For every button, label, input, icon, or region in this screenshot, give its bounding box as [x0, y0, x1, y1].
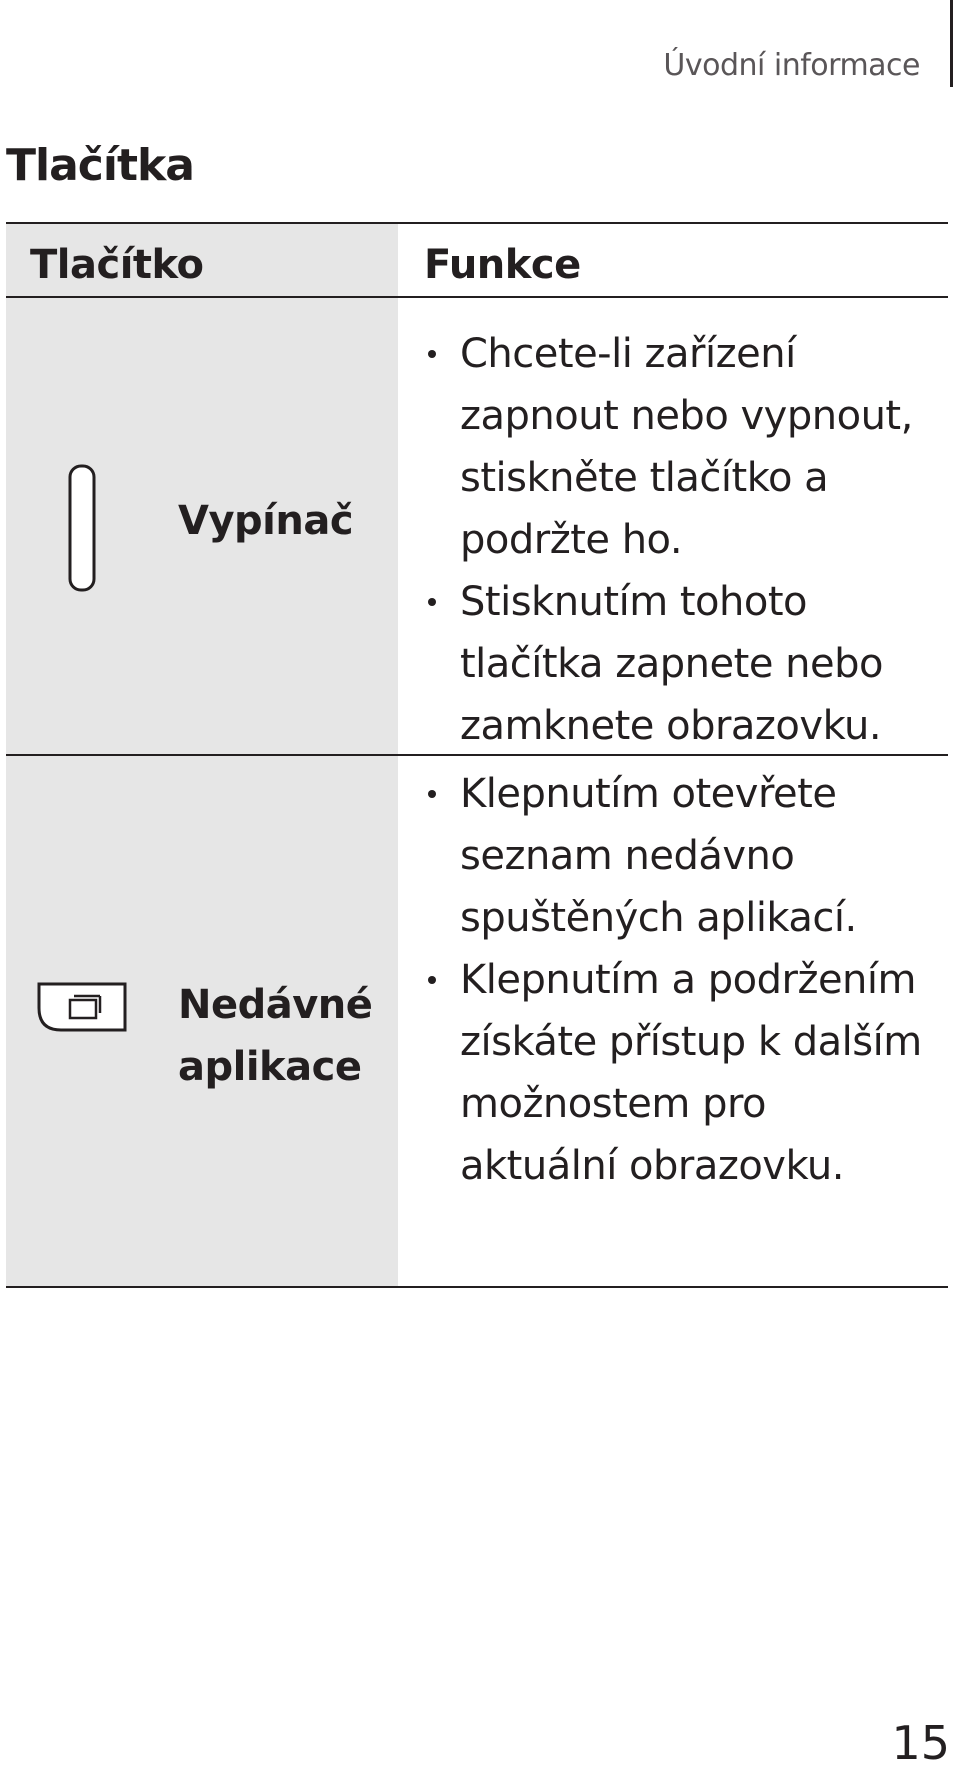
function-list-recent-apps	[414, 763, 934, 1197]
function-text: Klepnutím otevřete seznam nedávno spuštěných aplikací.	[460, 771, 857, 941]
column-header-button: Tlačítko	[30, 242, 204, 288]
function-list-power	[414, 323, 934, 757]
list-item	[414, 949, 934, 1197]
function-text: Klepnutím a podržením získáte přístup k dalším možnostem pro aktuální obrazovku.	[460, 957, 922, 1189]
power-key-shape	[68, 464, 98, 592]
power-key-icon	[68, 464, 98, 596]
list-item	[414, 763, 934, 949]
function-text: Chcete-li zařízení zapnout nebo vypnout, stiskněte tlačítko a podržte ho.	[460, 331, 913, 563]
list-item	[414, 323, 934, 571]
header-divider	[950, 0, 953, 87]
key-name-line: aplikace	[178, 1044, 362, 1090]
function-text: Stisknutím tohoto tlačítka zapnete nebo zamknete obrazovku.	[460, 579, 883, 749]
table-row-power-key	[6, 298, 948, 756]
bullet-icon	[428, 598, 436, 606]
list-item	[414, 571, 934, 757]
bullet-icon	[428, 790, 436, 798]
table-row-recent-apps	[6, 756, 948, 1288]
key-name-recent-apps	[178, 974, 372, 1098]
column-header-function: Funkce	[424, 242, 581, 288]
section-label: Úvodní informace	[663, 48, 920, 83]
key-name-line: Nedávné	[178, 982, 373, 1028]
page-title: Tlačítka	[6, 140, 194, 191]
recent-apps-icon	[36, 981, 128, 1037]
key-name-power: Vypínač	[178, 498, 354, 544]
table-header-row	[6, 222, 948, 298]
recent-apps-shape	[36, 981, 128, 1033]
bullet-icon	[428, 976, 436, 984]
bullet-icon	[428, 350, 436, 358]
page-number: 15	[891, 1716, 950, 1770]
